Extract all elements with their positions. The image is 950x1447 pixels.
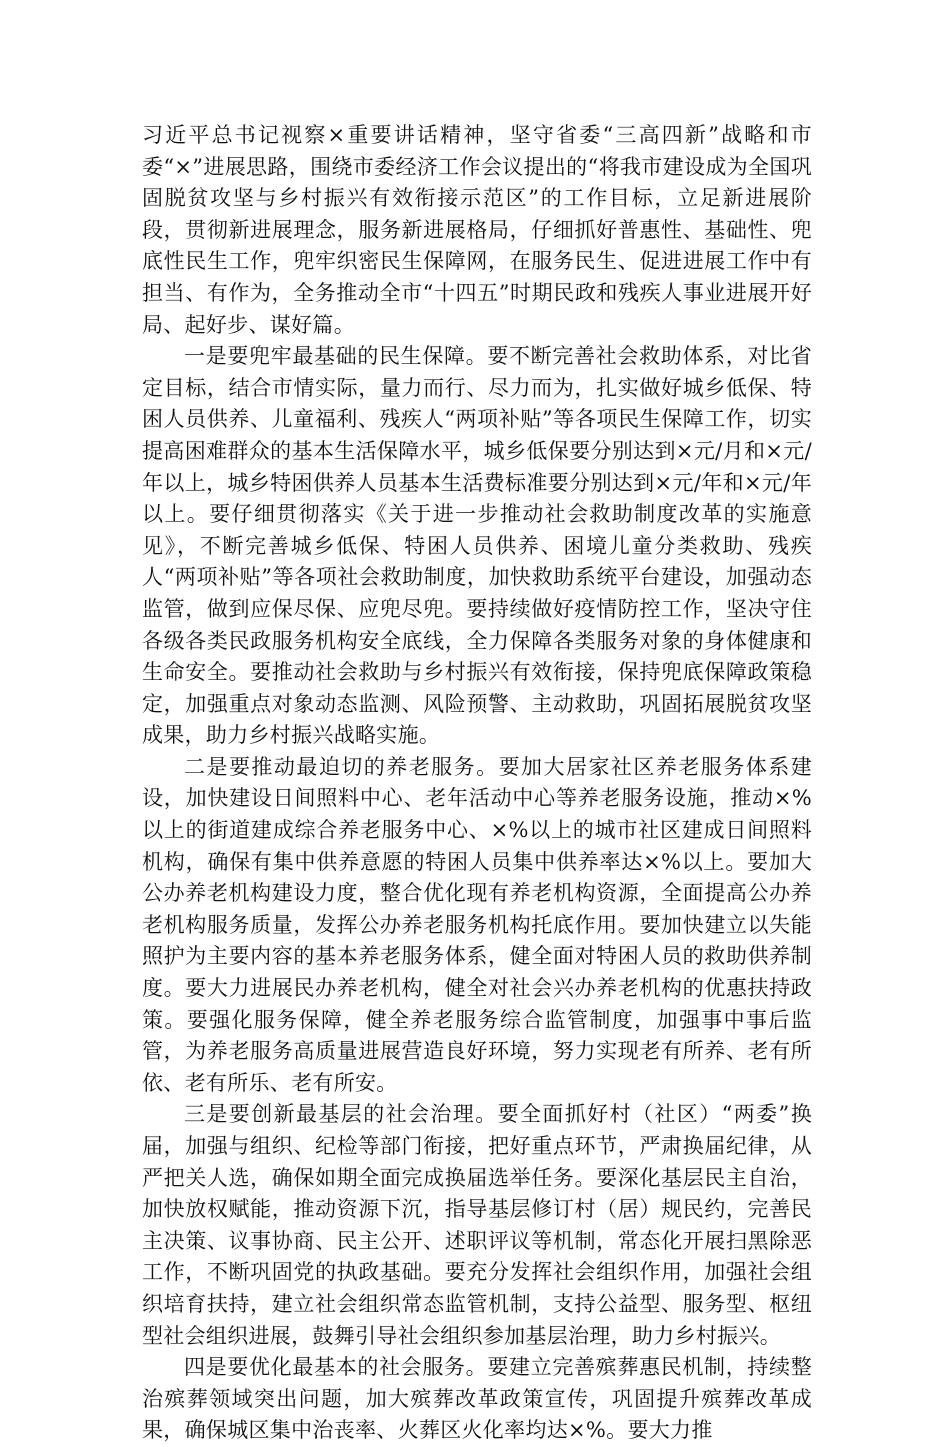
paragraph-grassroots-social-governance: 三是要创新最基层的社会治理。要全面抓好村（社区）“两委”换届，加强与组织、纪检等部门衔接，把好重点环节，严肃换届纪律，从严把关人选，确保如期全面完成换届选举任务。要深化基层民主自治，加快放权赋能，推动资源下沉，指导基层修订村（居）规民约，完善民主决策、议事协商、民主公开、述职评议等机制，常态化开展扫黑除恶工作，不断巩固党的执政基础。要充分发挥社会组织作用，加强社会组织培育扶持，建立社会组织常态监管机制，支持公益型、服务型、枢纽型社会组织进展，鼓舞引导社会组织参加基层治理，助力乡村振兴。 xyxy=(142,1102,812,1348)
document-page xyxy=(142,120,812,1447)
paragraph-basic-social-services: 四是要优化最基本的社会服务。要建立完善殡葬惠民机制，持续整治殡葬领域突出问题，加大殡葬改革政策宣传，巩固提升殡葬改革成果，确保城区集中治丧率、火葬区火化率均达×%。要大力推 xyxy=(142,1355,812,1443)
paragraph-intro: 习近平总书记视察×重要讲话精神，坚守省委“三高四新”战略和市委“×”进展思路，围绕市委经济工作会议提出的“将我市建设成为全国巩固脱贫攻坚与乡村振兴有效衔接示范区”的工作目标，立足新进展阶段，贯彻新进展理念，服务新进展格局，仔细抓好普惠性、基础性、兜底性民生工作，兜牢织密民生保障网，在服务民生、促进进展工作中有担当、有作为，全务推动全市“十四五”时期民政和残疾人事业进展开好局、起好步、谋好篇。 xyxy=(142,123,812,337)
paragraph-elderly-care-services: 二是要推动最迫切的养老服务。要加大居家社区养老服务体系建设，加快建设日间照料中心、老年活动中心等养老服务设施，推动×%以上的街道建成综合养老服务中心、×%以上的城市社区建成日间照料机构，确保有集中供养意愿的特困人员集中供养率达×%以上。要加大公办养老机构建设力度，整合优化现有养老机构资源，全面提高公办养老机构服务质量，发挥公办养老服务机构托底作用。要加快建立以失能照护为主要内容的基本养老服务体系，健全面对特困人员的救助供养制度。要大力进展民办养老机构，健全对社会兴办养老机构的优惠扶持政策。要强化服务保障，健全养老服务综合监管制度，加强事中事后监管，为养老服务高质量进展营造良好环境，努力实现老有所养、老有所依、老有所乐、老有所安。 xyxy=(142,754,812,1095)
paragraph-basic-livelihood-security: 一是要兜牢最基础的民生保障。要不断完善社会救助体系，对比省定目标，结合市情实际，量力而行、尽力而为，扎实做好城乡低保、特困人员供养、儿童福利、残疾人“两项补贴”等各项民生保障工作，切实提高困难群众的基本生活保障水平，城乡低保要分别达到×元/月和×元/年以上，城乡特困供养人员基本生活费标准要分别达到×元/年和×元/年以上。要仔细贯彻落实《关于进一步推动社会救助制度改革的实施意见》，不断完善城乡低保、特困人员供养、困境儿童分类救助、残疾人“两项补贴”等各项社会救助制度，加快救助系统平台建设，加强动态监管，做到应保尽保、应兜尽兜。要持续做好疫情防控工作，坚决守住各级各类民政服务机构安全底线，全力保障各类服务对象的身体健康和生命安全。要推动社会救助与乡村振兴有效衔接，保持兜底保障政策稳定，加强重点对象动态监测、风险预警、主动救助，巩固拓展脱贫攻坚成果，助力乡村振兴战略实施。 xyxy=(142,344,812,748)
